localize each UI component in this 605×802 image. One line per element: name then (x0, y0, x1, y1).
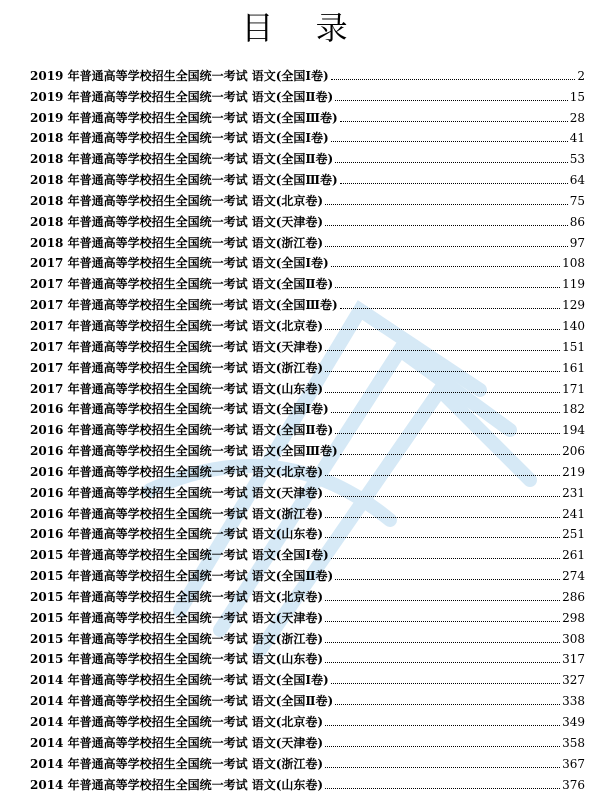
toc-entry-title: 2018 年普通高等学校招生全国统一考试 语文(全国Ⅱ卷) (30, 152, 334, 167)
toc-entry-page-number: 286 (562, 589, 585, 604)
toc-entry-page-number: 349 (562, 715, 585, 729)
toc-entry-page-number: 2 (577, 68, 585, 83)
toc-dot-leader (340, 308, 560, 309)
toc-entry-title: 2016 年普通高等学校招生全国统一考试 语文(全国Ⅰ卷) (30, 402, 329, 417)
toc-entry[interactable] (30, 188, 585, 209)
toc-dot-leader (325, 496, 560, 497)
toc-dot-leader (325, 662, 560, 663)
toc-entry-page-number: 97 (569, 235, 585, 250)
toc-entry[interactable] (30, 376, 585, 397)
toc-dot-leader (325, 746, 560, 747)
toc-dot-leader (331, 683, 560, 684)
toc-entry[interactable] (30, 501, 585, 522)
toc-entry-title: 2015 年普通高等学校招生全国统一考试 语文(浙江卷) (30, 631, 324, 646)
toc-entry[interactable] (30, 230, 585, 251)
toc-entry[interactable] (30, 542, 585, 563)
toc-entry-page-number: 41 (569, 131, 585, 146)
toc-entry-title: 2019 年普通高等学校招生全国统一考试 语文(全国Ⅲ卷) (30, 110, 338, 125)
toc-entry-page-number: 15 (569, 89, 585, 104)
toc-entry-title: 2019 年普通高等学校招生全国统一考试 语文(全国Ⅱ卷) (30, 89, 334, 104)
toc-entry-page-number: 338 (562, 694, 585, 709)
toc-entry-title: 2014 年普通高等学校招生全国统一考试 语文(浙江卷) (30, 756, 324, 771)
toc-entry-page-number: 161 (562, 360, 585, 375)
toc-entry[interactable] (30, 772, 585, 793)
toc-entry[interactable] (30, 730, 585, 751)
toc-dot-leader (340, 121, 568, 122)
toc-entry-page-number: 317 (562, 652, 585, 667)
toc-dot-leader (325, 642, 560, 643)
toc-entry[interactable] (30, 84, 585, 105)
toc-dot-leader (335, 579, 560, 580)
toc-dot-leader (331, 558, 560, 559)
toc-dot-leader (335, 704, 560, 705)
toc-entry-page-number: 308 (562, 631, 585, 646)
toc-entry-page-number: 241 (562, 506, 585, 521)
toc-entry-page-number: 367 (562, 756, 585, 771)
toc-entry-title: 2016 年普通高等学校招生全国统一考试 语文(全国Ⅱ卷) (30, 423, 334, 438)
toc-entry-title: 2017 年普通高等学校招生全国统一考试 语文(全国Ⅲ卷) (30, 298, 338, 313)
toc-entry[interactable] (30, 271, 585, 292)
toc-dot-leader (325, 371, 560, 372)
toc-entry-title: 2016 年普通高等学校招生全国统一考试 语文(浙江卷) (30, 506, 324, 521)
toc-entry-page-number: 261 (562, 548, 585, 563)
toc-entry[interactable] (30, 563, 585, 584)
toc-dot-leader (325, 329, 560, 330)
toc-entry-title: 2018 年普通高等学校招生全国统一考试 语文(全国Ⅲ卷) (30, 173, 338, 188)
page-title: 目 录 (241, 9, 364, 47)
toc-entry[interactable] (30, 522, 585, 543)
toc-entry-title: 2017 年普通高等学校招生全国统一考试 语文(全国Ⅱ卷) (30, 277, 334, 292)
toc-dot-leader (331, 266, 560, 267)
toc-entry[interactable] (30, 459, 585, 480)
toc-entry-page-number: 327 (562, 673, 585, 688)
toc-entry-title: 2017 年普通高等学校招生全国统一考试 语文(山东卷) (30, 381, 324, 396)
toc-entry[interactable] (30, 355, 585, 376)
toc-entry[interactable] (30, 626, 585, 647)
toc-entry[interactable] (30, 709, 585, 730)
toc-dot-leader (331, 141, 568, 142)
toc-entry-title: 2015 年普通高等学校招生全国统一考试 语文(北京卷) (30, 589, 324, 604)
toc-dot-leader (325, 475, 560, 476)
toc-entry[interactable] (30, 105, 585, 126)
toc-entry-page-number: 64 (569, 173, 585, 188)
toc-entry-title: 2016 年普通高等学校招生全国统一考试 语文(北京卷) (30, 464, 324, 479)
toc-entry-title: 2018 年普通高等学校招生全国统一考试 语文(天津卷) (30, 214, 324, 229)
toc-entry-page-number: 182 (562, 402, 585, 417)
toc-entry[interactable] (30, 584, 585, 605)
table-of-contents (30, 63, 585, 793)
toc-entry-page-number: 231 (562, 485, 585, 500)
toc-entry[interactable] (30, 313, 585, 334)
toc-dot-leader (325, 725, 560, 726)
toc-entry-title: 2018 年普通高等学校招生全国统一考试 语文(北京卷) (30, 193, 324, 208)
toc-entry-title: 2014 年普通高等学校招生全国统一考试 语文(全国Ⅱ卷) (30, 694, 334, 709)
toc-dot-leader (340, 183, 568, 184)
toc-dot-leader (335, 287, 560, 288)
toc-entry-page-number: 376 (562, 777, 585, 792)
toc-entry[interactable] (30, 605, 585, 626)
toc-entry-page-number: 28 (569, 110, 585, 125)
toc-entry[interactable] (30, 63, 585, 84)
toc-dot-leader (325, 225, 568, 226)
toc-entry-page-number: 206 (562, 444, 585, 459)
toc-entry-title: 2016 年普通高等学校招生全国统一考试 语文(全国Ⅲ卷) (30, 444, 338, 459)
toc-entry-page-number: 86 (569, 214, 585, 229)
toc-entry-page-number: 219 (562, 464, 585, 479)
toc-entry[interactable] (30, 334, 585, 355)
toc-entry-page-number: 298 (562, 610, 585, 625)
toc-dot-leader (325, 767, 560, 768)
toc-entry[interactable] (30, 397, 585, 418)
toc-dot-leader (325, 392, 560, 393)
toc-dot-leader (325, 537, 560, 538)
toc-entry-page-number: 108 (562, 256, 585, 271)
toc-entry-title: 2018 年普通高等学校招生全国统一考试 语文(全国Ⅰ卷) (30, 131, 329, 146)
toc-entry-page-number: 151 (562, 339, 585, 354)
toc-entry-title: 2015 年普通高等学校招生全国统一考试 语文(天津卷) (30, 610, 324, 625)
toc-entry[interactable] (30, 751, 585, 772)
toc-entry[interactable] (30, 167, 585, 188)
toc-entry-title: 2014 年普通高等学校招生全国统一考试 语文(全国Ⅰ卷) (30, 673, 329, 688)
toc-entry-title: 2015 年普通高等学校招生全国统一考试 语文(全国Ⅰ卷) (30, 548, 329, 563)
toc-dot-leader (331, 412, 560, 413)
toc-entry-title: 2017 年普通高等学校招生全国统一考试 语文(北京卷) (30, 318, 324, 333)
toc-entry-page-number: 171 (562, 381, 585, 396)
toc-dot-leader (331, 79, 576, 80)
toc-entry[interactable] (30, 126, 585, 147)
toc-dot-leader (335, 433, 560, 434)
toc-entry[interactable] (30, 480, 585, 501)
toc-dot-leader (325, 788, 560, 789)
toc-entry[interactable] (30, 647, 585, 668)
toc-dot-leader (325, 204, 568, 205)
toc-entry-page-number: 274 (562, 569, 585, 584)
toc-entry-page-number: 129 (562, 298, 585, 313)
toc-dot-leader (325, 350, 560, 351)
toc-entry-page-number: 119 (562, 277, 585, 292)
toc-entry-page-number: 251 (562, 527, 585, 542)
toc-entry-title: 2015 年普通高等学校招生全国统一考试 语文(山东卷) (30, 652, 324, 667)
toc-entry-page-number: 75 (569, 193, 585, 208)
toc-dot-leader (325, 517, 560, 518)
toc-dot-leader (325, 246, 568, 247)
toc-entry[interactable] (30, 417, 585, 438)
toc-entry[interactable] (30, 438, 585, 459)
toc-entry-page-number: 53 (569, 152, 585, 167)
toc-entry-title: 2016 年普通高等学校招生全国统一考试 语文(山东卷) (30, 527, 324, 542)
toc-entry-page-number: 358 (562, 735, 585, 750)
toc-entry[interactable] (30, 688, 585, 709)
toc-dot-leader (335, 162, 567, 163)
toc-entry[interactable] (30, 292, 585, 313)
toc-entry-title: 2017 年普通高等学校招生全国统一考试 语文(全国Ⅰ卷) (30, 256, 329, 271)
toc-entry-title: 2017 年普通高等学校招生全国统一考试 语文(天津卷) (30, 339, 324, 354)
toc-dot-leader (325, 600, 560, 601)
toc-entry[interactable] (30, 251, 585, 272)
toc-dot-leader (340, 454, 560, 455)
toc-entry[interactable] (30, 667, 585, 688)
toc-entry-page-number: 194 (562, 423, 585, 438)
toc-entry[interactable] (30, 146, 585, 167)
toc-entry-title: 2014 年普通高等学校招生全国统一考试 语文(北京卷) (30, 715, 324, 729)
toc-dot-leader (335, 100, 567, 101)
toc-entry[interactable] (30, 209, 585, 230)
toc-entry-title: 2016 年普通高等学校招生全国统一考试 语文(天津卷) (30, 485, 324, 500)
toc-entry-title: 2017 年普通高等学校招生全国统一考试 语文(浙江卷) (30, 360, 324, 375)
toc-entry-title: 2014 年普通高等学校招生全国统一考试 语文(天津卷) (30, 735, 324, 750)
toc-dot-leader (325, 621, 560, 622)
toc-entry-page-number: 140 (562, 318, 585, 333)
toc-entry-title: 2018 年普通高等学校招生全国统一考试 语文(浙江卷) (30, 235, 324, 250)
toc-entry-title: 2019 年普通高等学校招生全国统一考试 语文(全国Ⅰ卷) (30, 68, 329, 83)
toc-entry-title: 2015 年普通高等学校招生全国统一考试 语文(全国Ⅱ卷) (30, 569, 334, 584)
toc-entry-title: 2014 年普通高等学校招生全国统一考试 语文(山东卷) (30, 777, 324, 792)
